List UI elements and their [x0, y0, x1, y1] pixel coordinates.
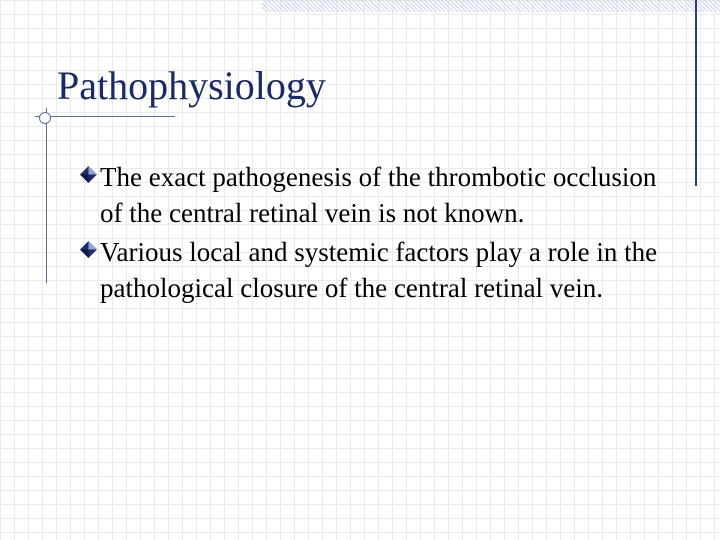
bullet-text: Various local and systemic factors play a role in the pathological closure of the central retinal vein.: [100, 237, 658, 303]
crosshair-marker-icon: [39, 112, 51, 124]
bullet-text: The exact pathogenesis of the thrombotic occlusion of the central retinal vein is not known.: [100, 162, 657, 228]
diamond-bullet-icon: [80, 241, 97, 258]
left-accent-line: [46, 108, 47, 283]
bullet-item: [78, 160, 678, 231]
title-underline: [35, 116, 175, 117]
bullet-item: [78, 235, 678, 306]
slide-title: Pathophysiology: [57, 63, 326, 108]
diamond-bullet-icon: [80, 166, 97, 183]
bullet-list: [78, 160, 678, 310]
right-accent-line: [695, 0, 697, 186]
header-hatch-band: [262, 0, 720, 12]
